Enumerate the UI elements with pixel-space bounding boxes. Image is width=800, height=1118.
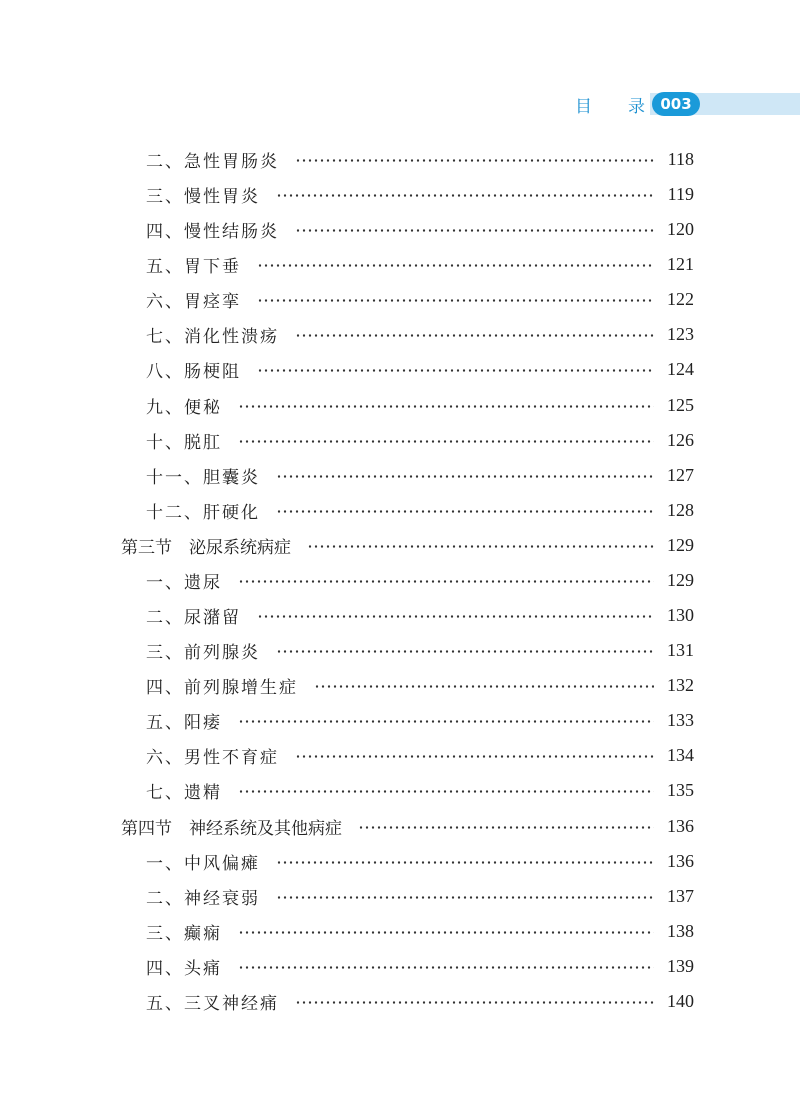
toc-label: 一、中风偏瘫 (146, 853, 260, 874)
toc-entry-row[interactable] (146, 773, 694, 808)
toc-page-number: 122 (667, 289, 694, 310)
toc-label: 十二、肝硬化 (146, 502, 260, 523)
toc-entry-row[interactable] (146, 247, 694, 282)
toc-label: 四、头痛 (146, 958, 222, 979)
toc-page-number: 124 (667, 359, 694, 380)
toc-entry-row[interactable] (146, 598, 694, 633)
dot-leader (314, 685, 654, 688)
dot-leader (276, 194, 654, 197)
toc-label: 三、慢性胃炎 (146, 187, 260, 208)
toc-label: 五、胃下垂 (146, 257, 241, 278)
toc-label: 三、前列腺炎 (146, 643, 260, 664)
toc-page-number: 127 (667, 464, 694, 485)
dot-leader (276, 896, 654, 899)
toc-label: 四、前列腺增生症 (146, 678, 298, 699)
toc-entry-row[interactable] (146, 914, 694, 949)
toc-page-number: 123 (667, 324, 694, 345)
dot-leader (238, 405, 654, 408)
toc-page-number: 137 (667, 885, 694, 906)
toc-label: 十、脱肛 (146, 432, 222, 453)
toc-page-number: 118 (667, 149, 694, 169)
toc-entry-row[interactable] (146, 317, 694, 352)
toc-label: 十一、胆囊炎 (146, 467, 260, 488)
header-title-char: 录 (628, 96, 645, 117)
dot-leader (276, 650, 654, 653)
dot-leader (257, 369, 654, 372)
toc-page-number: 133 (667, 710, 694, 731)
toc-entry-row[interactable] (146, 388, 694, 423)
dot-leader (257, 299, 654, 302)
dot-leader (276, 861, 654, 864)
dot-leader (295, 755, 654, 758)
dot-leader (238, 966, 654, 969)
toc-entry-row[interactable] (146, 458, 694, 493)
toc-page-number: 129 (667, 534, 694, 555)
toc-page-number: 125 (667, 394, 694, 415)
toc-label: 五、阳痿 (146, 713, 222, 734)
toc-entry-row[interactable] (146, 738, 694, 773)
dot-leader (295, 1001, 654, 1004)
toc-page-number: 128 (667, 499, 694, 520)
toc-page-number: 131 (667, 640, 694, 661)
toc-page-number: 132 (667, 675, 694, 696)
toc-label: 六、男性不育症 (146, 748, 279, 769)
toc-label: 第四节 神经系统及其他病症 (121, 818, 342, 839)
toc-page-number: 135 (667, 780, 694, 801)
toc-page-number: 139 (667, 955, 694, 976)
toc-entry-row[interactable] (146, 493, 694, 528)
toc-label: 七、消化性溃疡 (146, 327, 279, 348)
toc-page-number: 121 (667, 254, 694, 275)
dot-leader (295, 334, 654, 337)
toc-entry-row[interactable] (146, 423, 694, 458)
toc-entry-row[interactable] (146, 844, 694, 879)
toc-page-number: 140 (667, 990, 694, 1011)
dot-leader (238, 931, 654, 934)
toc-label: 四、慢性结肠炎 (146, 222, 279, 243)
toc-label: 五、三叉神经痛 (146, 993, 279, 1014)
toc-entry-row[interactable] (146, 984, 694, 1019)
page-number-badge: 003 (652, 92, 700, 116)
dot-leader (295, 159, 654, 162)
toc-entry-row[interactable] (146, 879, 694, 914)
toc-page-number: 136 (667, 850, 694, 871)
dot-leader (276, 475, 654, 478)
toc-entry-row[interactable] (146, 282, 694, 317)
toc-page-number: 138 (667, 920, 694, 941)
dot-leader (238, 440, 654, 443)
toc-entry-row[interactable] (146, 142, 694, 177)
dot-leader (238, 720, 654, 723)
toc-entry-row[interactable] (146, 177, 694, 212)
dot-leader (257, 264, 654, 267)
toc-page-number: 134 (667, 745, 694, 766)
dot-leader (276, 510, 654, 513)
toc-section-row[interactable] (121, 528, 694, 563)
toc-page-number: 126 (667, 429, 694, 450)
dot-leader (257, 615, 654, 618)
toc-entry-row[interactable] (146, 633, 694, 668)
header-title-char: 目 (575, 96, 592, 117)
dot-leader (307, 545, 654, 548)
toc-entry-row[interactable] (146, 212, 694, 247)
toc-page-number: 136 (667, 815, 694, 836)
toc-label: 九、便秘 (146, 397, 222, 418)
toc-page-number: 130 (667, 605, 694, 626)
toc-entry-row[interactable] (146, 352, 694, 387)
toc-entry-row[interactable] (146, 563, 694, 598)
dot-leader (238, 790, 654, 793)
toc-label: 一、遗尿 (146, 572, 222, 593)
toc-label: 二、尿潴留 (146, 608, 241, 629)
toc-page-number: 120 (667, 219, 694, 240)
toc-label: 三、癫痫 (146, 923, 222, 944)
toc-label: 六、胃痉挛 (146, 292, 241, 313)
toc-entry-row[interactable] (146, 703, 694, 738)
toc-label: 七、遗精 (146, 783, 222, 804)
dot-leader (358, 826, 654, 829)
dot-leader (295, 229, 654, 232)
header-title (575, 91, 645, 117)
toc-label: 第三节 泌尿系统病症 (121, 537, 291, 558)
toc-page-number: 119 (667, 184, 694, 205)
dot-leader (238, 580, 654, 583)
toc-label: 八、肠梗阻 (146, 362, 241, 383)
toc-label: 二、急性胃肠炎 (146, 152, 279, 172)
toc-page-number: 129 (667, 569, 694, 590)
toc-entry-row[interactable] (146, 668, 694, 703)
toc-section-row[interactable] (121, 809, 694, 844)
toc-entry-row[interactable] (146, 949, 694, 984)
toc-label: 二、神经衰弱 (146, 888, 260, 909)
